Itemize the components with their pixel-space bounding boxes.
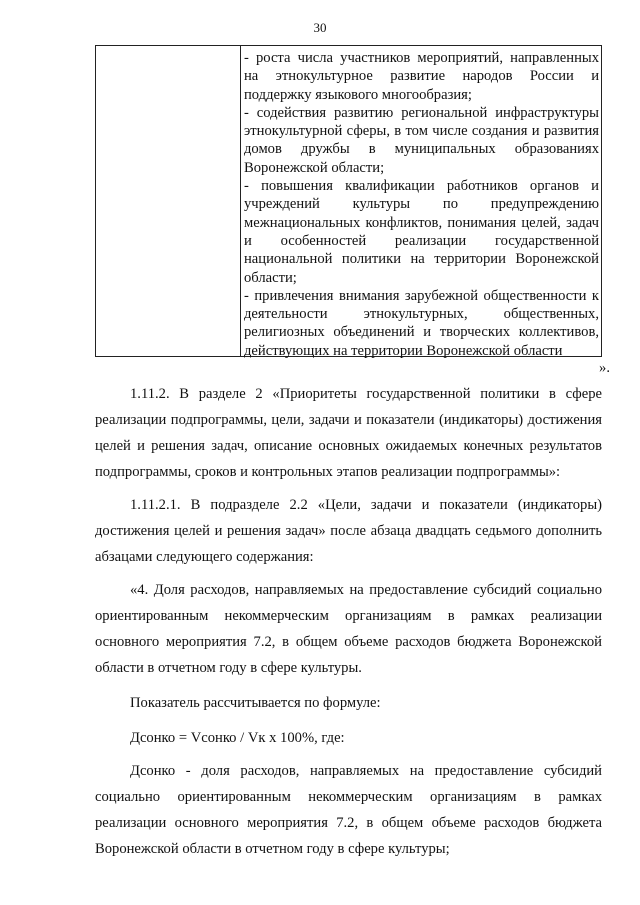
table-cell-paragraph: - роста числа участников мероприятий, направленных на этнокультурное развитие народов России и поддержку языкового многообразия; — [244, 50, 599, 103]
closing-quote: ». — [599, 360, 610, 376]
table-cell-paragraph: - привлечения внимания зарубежной общественности к деятельности этнокультурных, общественных, религиозных объединений и творческих коллективов, действующих на территории Воронежской области — [244, 287, 599, 359]
paragraph-section-1-11-2: 1.11.2. В разделе 2 «Приоритеты государственной политики в сфере реализации подпрограммы, цели, задачи и показатели (индикаторы) достижения целей и решения задач, описание основных ожидаемых конечных результатов подпрограммы, сроков и контрольных этапов реализации подпрограммы»: — [95, 386, 602, 480]
paragraph-formula-definition: Дсонко - доля расходов, направляемых на предоставление субсидий социально ориентированным некоммерческим организациям в рамках реализации основного мероприятия 7.2, в общем объеме расходов бюджета Воронежской области в отчетном году в сфере культуры; — [95, 763, 602, 857]
paragraph-formula: Дсонко = Vсонко / Vк x 100%, где: — [130, 730, 345, 746]
document-body — [95, 381, 602, 862]
page-number: 30 — [313, 20, 327, 35]
table-right-cell — [244, 49, 599, 360]
continuation-table — [95, 45, 602, 357]
table-cell-paragraph: - повышения квалификации работников органов и учреждений культуры по предупреждению межнациональных конфликтов, понимания целей, задач и особенностей реализации государственной национальной политики на территории Воронежской области; — [244, 178, 599, 286]
table-cell-paragraph: - содействия развитию региональной инфраструктуры этнокультурной сферы, в том числе создания и развития домов дружбы в муниципальных образованиях Воронежской области; — [244, 104, 599, 176]
paragraph-indicator-4: «4. Доля расходов, направляемых на предоставление субсидий социально ориентированным некоммерческим организациям в рамках реализации основного мероприятия 7.2, в общем объеме расходов бюджета Воронежской области в отчетном году в сфере культуры. — [95, 582, 602, 676]
table-column-divider — [240, 46, 241, 356]
paragraph-section-1-11-2-1: 1.11.2.1. В подразделе 2.2 «Цели, задачи и показатели (индикаторы) достижения целей и решения задач» после абзаца двадцать седьмого дополнить абзацами следующего содержания: — [95, 497, 602, 565]
paragraph-formula-intro: Показатель рассчитывается по формуле: — [130, 695, 381, 711]
